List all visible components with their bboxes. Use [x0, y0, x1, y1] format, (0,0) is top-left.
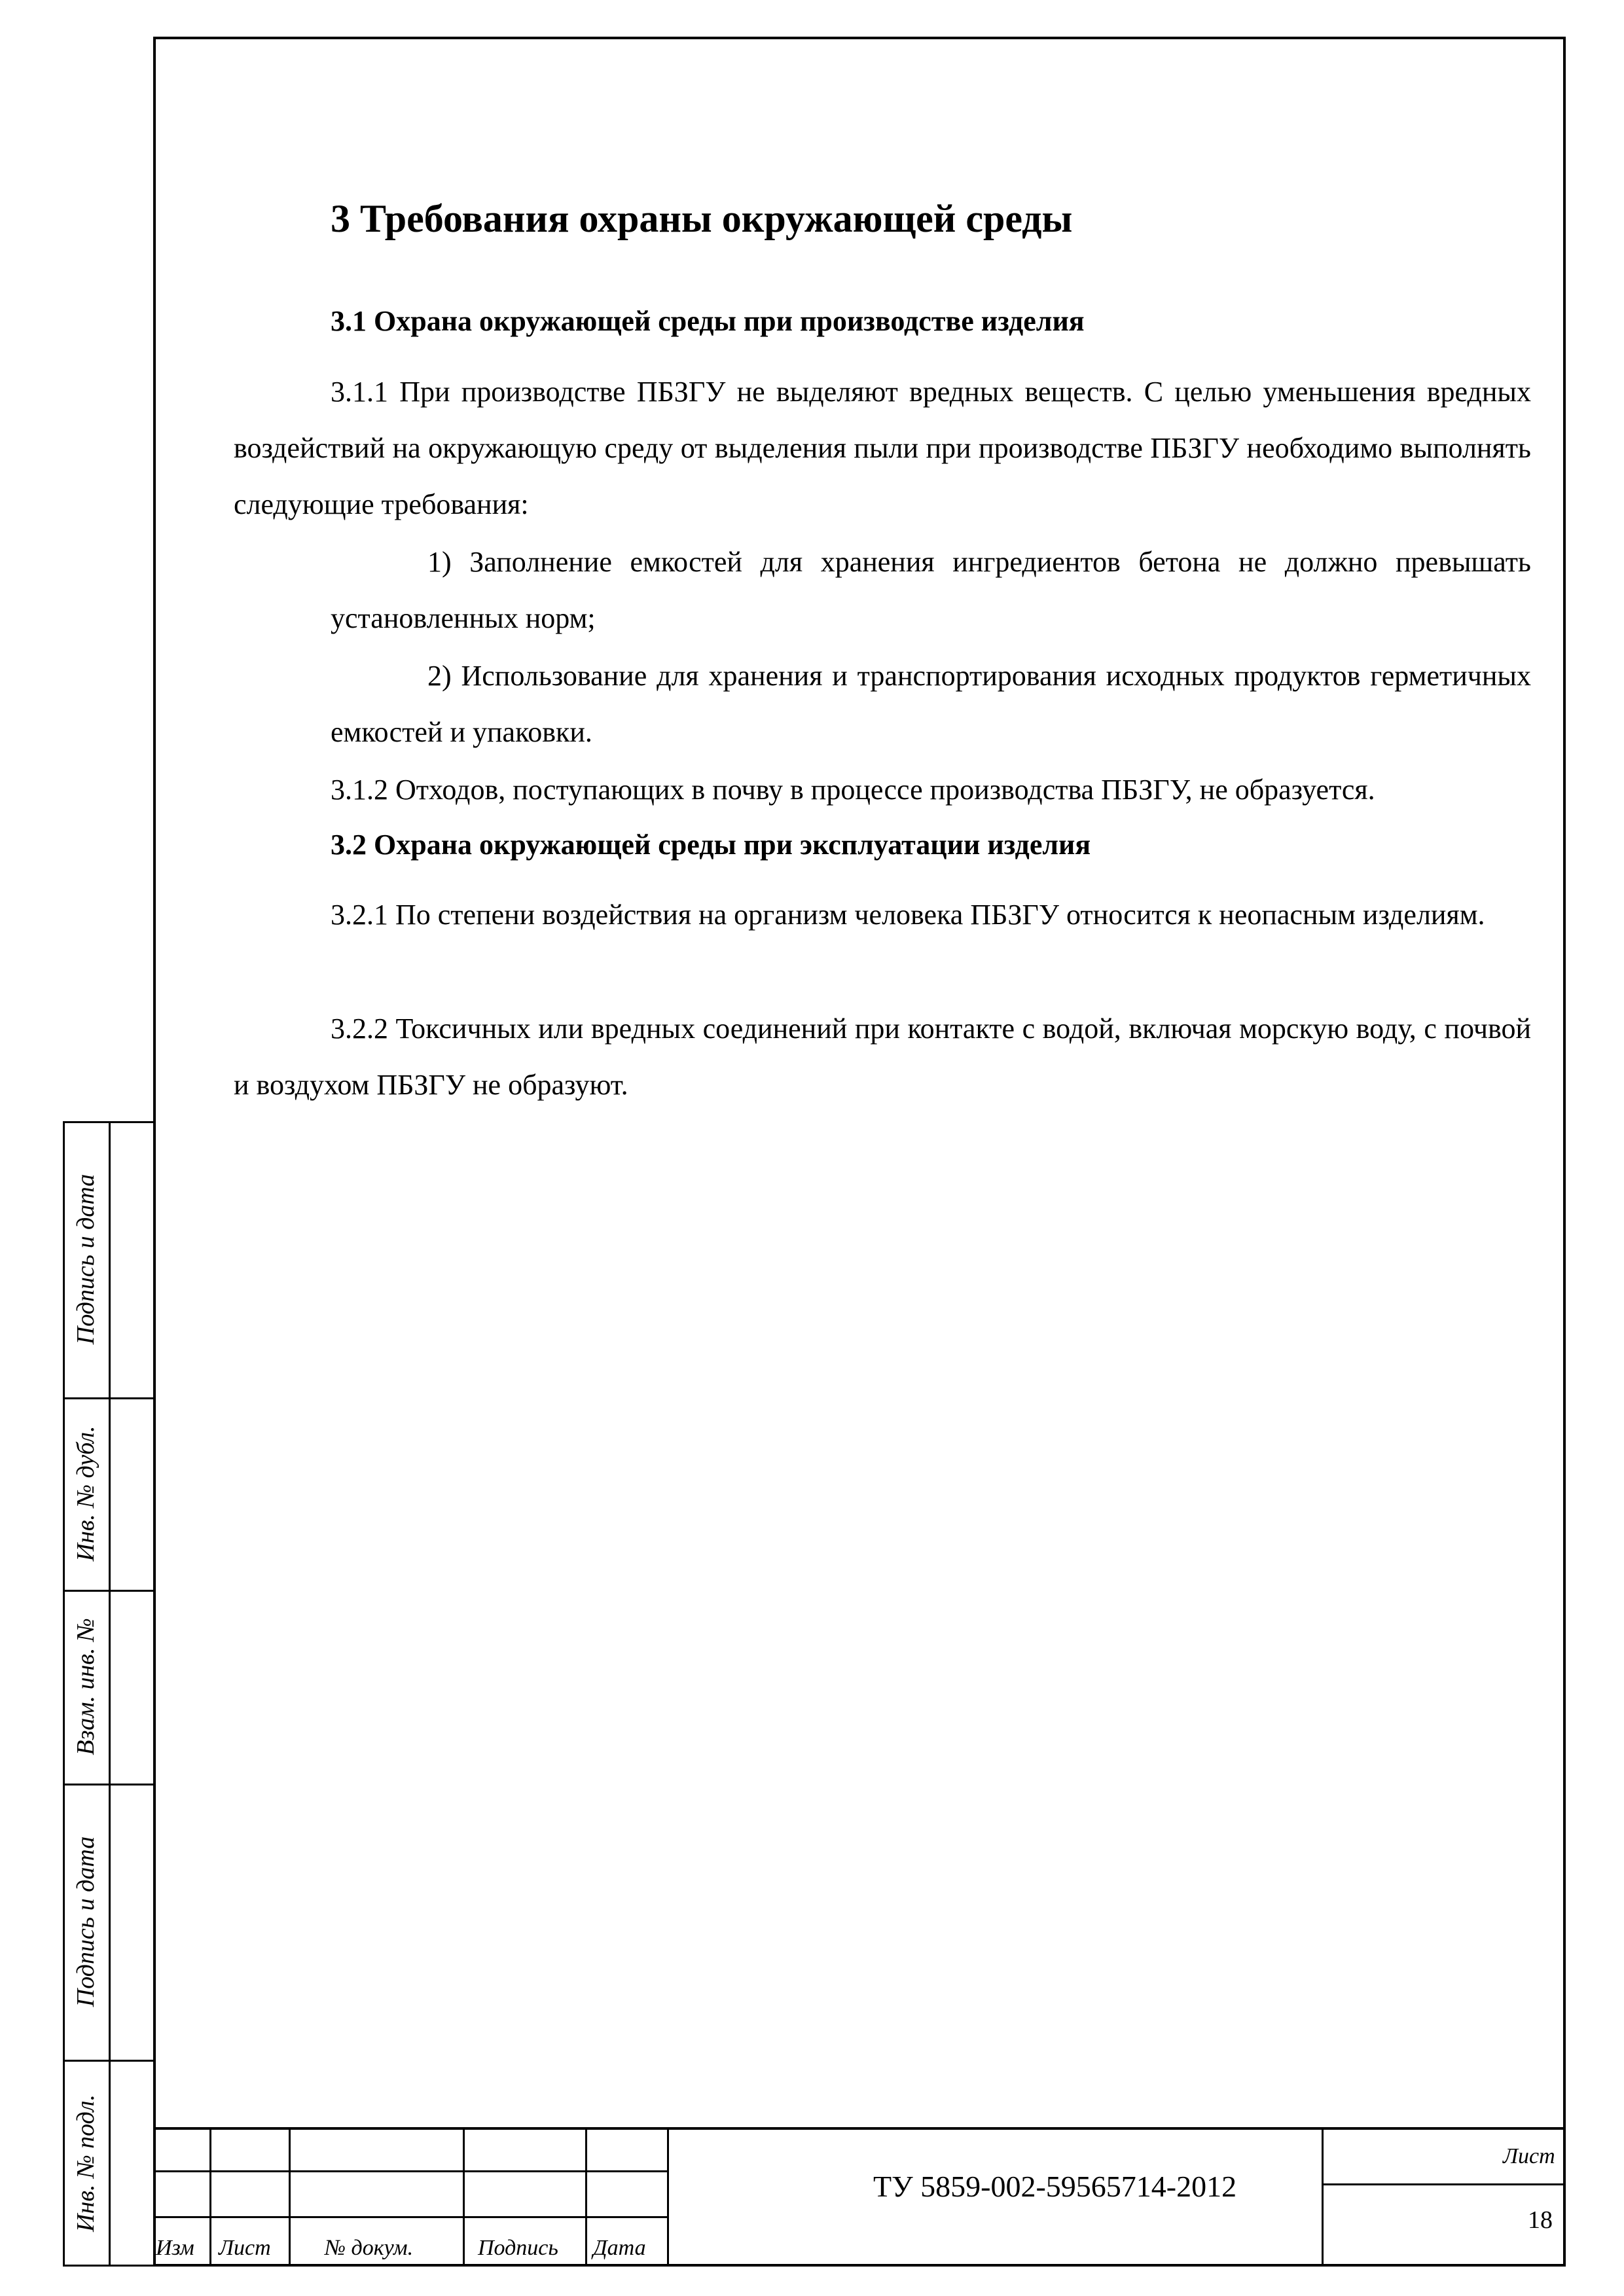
side-cell-podpis-data-1	[63, 1121, 109, 1397]
label-data: Дата	[593, 2236, 646, 2260]
grid-line	[153, 2216, 669, 2218]
paragraph-3-2-2: 3.2.2 Токсичных или вредных соединений при контакте с водой, включая морскую воду, с почвой и воздухом ПБЗГУ не образуют.	[234, 1013, 1531, 1101]
side-cell-vzam-inv	[63, 1590, 109, 1784]
grid-line	[1322, 2127, 1324, 2267]
paragraph-3-2-1: 3.2.1 По степени воздействия на организм человека ПБЗГУ относится к неопасным изделиям.	[331, 899, 1485, 931]
grid-line	[585, 2127, 587, 2267]
side-label: Подпись и дата	[72, 1836, 99, 2007]
sheet-number: 18	[1528, 2206, 1553, 2234]
label-sheet: Лист	[1503, 2144, 1555, 2168]
grid-line	[1322, 2183, 1566, 2185]
list-item-2: 2) Использование для хранения и транспортирования исходных продуктов герметичных емкостей и упаковки.	[331, 660, 1531, 748]
subsection-heading-3-1: 3.1 Охрана окружающей среды при производстве изделия	[331, 305, 1085, 337]
grid-line	[289, 2127, 291, 2267]
title-block-top-border	[153, 2127, 1566, 2130]
list-item-1: 1) Заполнение емкостей для хранения ингредиентов бетона не должно превышать установленных норм;	[331, 546, 1531, 634]
label-izm: Изм	[156, 2236, 194, 2260]
side-label: Инв. № подл.	[72, 2094, 99, 2232]
side-label: Инв. № дубл.	[72, 1426, 99, 1562]
paragraph-3-1-2: 3.1.2 Отходов, поступающих в почву в процессе производства ПБЗГУ, не образуется.	[331, 774, 1375, 806]
label-n-dokum: № докум.	[325, 2236, 414, 2260]
grid-line	[209, 2127, 211, 2267]
subsection-heading-3-2: 3.2 Охрана окружающей среды при эксплуатации изделия	[331, 829, 1091, 861]
side-stamp	[63, 1121, 153, 2267]
side-stamp-divider	[109, 1121, 111, 2267]
paragraph-3-1-1: 3.1.1 При производстве ПБЗГУ не выделяют вредных веществ. С целью уменьшения вредных воздействий на окружающую среду от выделения пыли при производстве ПБЗГУ необходимо выполнять следующие требования:	[234, 376, 1531, 520]
side-cell-podpis-data-2	[63, 1784, 109, 2060]
side-cell-inv-dubl	[63, 1397, 109, 1590]
section-heading: 3 Требования охраны окружающей среды	[331, 197, 1073, 240]
side-cell-inv-podl	[63, 2060, 109, 2267]
title-block	[153, 2127, 1566, 2267]
grid-line	[463, 2127, 465, 2267]
side-label: Взам. инв. №	[72, 1618, 99, 1755]
label-podpis: Подпись	[478, 2236, 558, 2260]
label-list: Лист	[219, 2236, 271, 2260]
grid-line	[667, 2127, 669, 2267]
document-code: ТУ 5859-002-59565714-2012	[873, 2170, 1237, 2203]
grid-line	[153, 2170, 669, 2172]
side-label: Подпись и дата	[72, 1174, 99, 1345]
